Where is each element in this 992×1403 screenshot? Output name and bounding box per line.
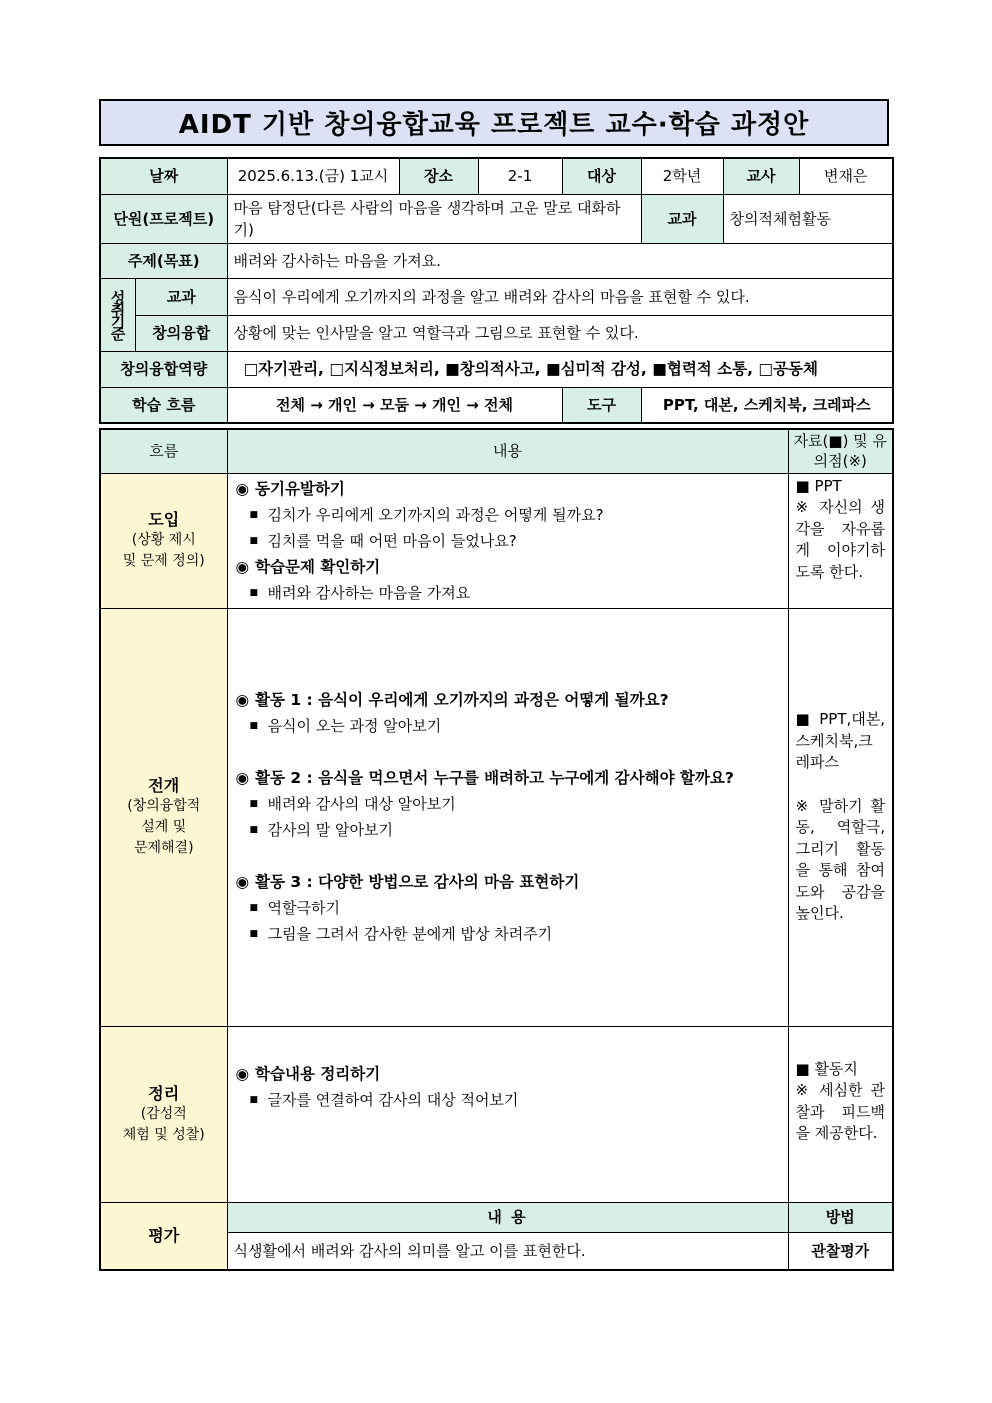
tool-value: PPT, 대본, 스케치북, 크레파스 — [641, 387, 893, 423]
intro-material: ■ PPT ※ 자신의 생각을 자유롭게 이야기하도록 한다. — [788, 473, 893, 608]
lesson-plan-table — [99, 428, 894, 1271]
list-item: ■ 글자를 연결하여 감사의 대상 적어보기 — [236, 1087, 780, 1113]
competency-6: □공동체 — [758, 360, 818, 378]
unit-label: 단원(프로젝트) — [100, 194, 227, 243]
competency-3: ■창의적사고, — [445, 360, 541, 378]
stage-evaluation: 평가 — [100, 1202, 227, 1270]
competency-list — [227, 351, 893, 387]
achieve-subject-value: 음식이 우리에게 오기까지의 과정을 알고 배려와 감사의 마음을 표현할 수 있다. — [227, 278, 893, 315]
stage-wrapup: 정리 (감성적 체험 및 성찰) — [100, 1026, 227, 1202]
tool-label: 도구 — [562, 387, 641, 423]
document-title: AIDT 기반 창의융합교육 프로젝트 교수·학습 과정안 — [99, 99, 889, 146]
col-content-header: 내용 — [227, 429, 788, 473]
achieve-label: 성취기준 — [101, 279, 135, 349]
achieve-creative-label: 창의융합 — [152, 324, 211, 342]
competency-4: ■심미적 감성, — [545, 360, 647, 378]
wrapup-content: ◉ 학습내용 정리하기 ■ 글자를 연결하여 감사의 대상 적어보기 — [227, 1026, 788, 1202]
date-value: 2025.6.13.(금) 1교시 — [227, 158, 399, 194]
competency-label: 창의융합역량 — [100, 351, 227, 387]
list-item: ■ 배려와 감사의 대상 알아보기 — [236, 791, 780, 817]
development-content: ◉ 활동 1 : 음식이 우리에게 오기까지의 과정은 어떻게 될까요? ■ 음식이 오는 과정 알아보기 ◉ 활동 2 : 음식을 먹으면서 누구를 배려하고 누구에게 감사해야 할까요? ■ 배려와 감사의 대상 알아보기 ■ 감사의 말 알아보기 ◉ 활동 3 : 다양한 방법으로 감사의 마음 표현하기 ■ 역할극하기 ■ 그림을 그려서 감사한 분에게 밥상 차려주기 — [227, 608, 788, 1026]
place-value: 2-1 — [478, 158, 562, 194]
subject-value: 창의적체험활동 — [723, 194, 893, 243]
date-label: 날짜 — [100, 158, 227, 194]
competency-5: ■협력적 소통, — [652, 360, 753, 378]
list-item: ■ 그림을 그려서 감사한 분에게 밥상 차려주기 — [236, 921, 780, 947]
col-material-header: 자료(■) 및 유의점(※) — [788, 429, 893, 473]
teacher-value: 변재은 — [799, 158, 893, 194]
list-item: ■ 김치가 우리에게 오기까지의 과정은 어떻게 될까요? — [236, 502, 780, 528]
stage-intro: 도입 (상황 제시 및 문제 정의) — [100, 473, 227, 608]
flow-value: 전체 → 개인 → 모둠 → 개인 → 전체 — [227, 387, 562, 423]
flow-label: 학습 흐름 — [100, 387, 227, 423]
development-material: ■ PPT,대본,스케치북,크레파스 ※ 말하기 활동, 역할극, 그리기 활동을 통해 참여도와 공감을 높인다. — [788, 608, 893, 1026]
activity-3-heading: 활동 3 : 다양한 방법으로 감사의 마음 표현하기 — [255, 873, 580, 891]
theme-label: 주제(목표) — [100, 243, 227, 278]
achieve-subject-label: 교과 — [166, 287, 196, 306]
unit-value: 마음 탐정단(다른 사람의 마음을 생각하며 고운 말로 대화하기) — [227, 194, 641, 243]
eval-content: 식생활에서 배려와 감사의 의미를 알고 이를 표현한다. — [227, 1232, 788, 1270]
place-label: 장소 — [399, 158, 478, 194]
list-item: ■ 감사의 말 알아보기 — [236, 817, 780, 843]
teacher-label: 교사 — [723, 158, 799, 194]
eval-method-header: 방법 — [788, 1202, 893, 1232]
achieve-creative-value: 상황에 맞는 인사말을 알고 역할극과 그림으로 표현할 수 있다. — [227, 315, 893, 351]
activity-2-heading: 활동 2 : 음식을 먹으면서 누구를 배려하고 누구에게 감사해야 할까요? — [255, 769, 734, 787]
competency-2: □지식정보처리, — [329, 360, 440, 378]
list-item: ■ 역할극하기 — [236, 895, 780, 921]
competency-1: □자기관리, — [243, 360, 324, 378]
intro-heading-1: 동기유발하기 — [255, 479, 345, 498]
eval-content-header: 내 용 — [227, 1202, 788, 1232]
wrapup-heading: 학습내용 정리하기 — [255, 1064, 381, 1083]
activity-1-heading: 활동 1 : 음식이 우리에게 오기까지의 과정은 어떻게 될까요? — [255, 691, 669, 709]
target-value: 2학년 — [641, 158, 723, 194]
intro-content: ◉ 동기유발하기 ■ 김치가 우리에게 오기까지의 과정은 어떻게 될까요? ■ 김치를 먹을 때 어떤 마음이 들었나요? ◉ 학습문제 확인하기 ■ 배려와 감사하는 마음을 가져요 — [227, 473, 788, 608]
list-item: ■ 음식이 오는 과정 알아보기 — [236, 713, 780, 739]
info-table — [99, 157, 894, 424]
col-flow-header: 흐름 — [100, 429, 227, 473]
wrapup-material: ■ 활동지 ※ 세심한 관찰과 피드백을 제공한다. — [788, 1026, 893, 1202]
eval-method: 관찰평가 — [788, 1232, 893, 1270]
intro-heading-2: 학습문제 확인하기 — [255, 557, 381, 576]
subject-label: 교과 — [641, 194, 723, 243]
stage-development: 전개 (창의융합적 설계 및 문제해결) — [100, 608, 227, 1026]
list-item: ■ 김치를 먹을 때 어떤 마음이 들었나요? — [236, 528, 780, 554]
target-label: 대상 — [562, 158, 641, 194]
list-item: ■ 배려와 감사하는 마음을 가져요 — [236, 580, 780, 606]
theme-value: 배려와 감사하는 마음을 가져요. — [227, 243, 893, 278]
